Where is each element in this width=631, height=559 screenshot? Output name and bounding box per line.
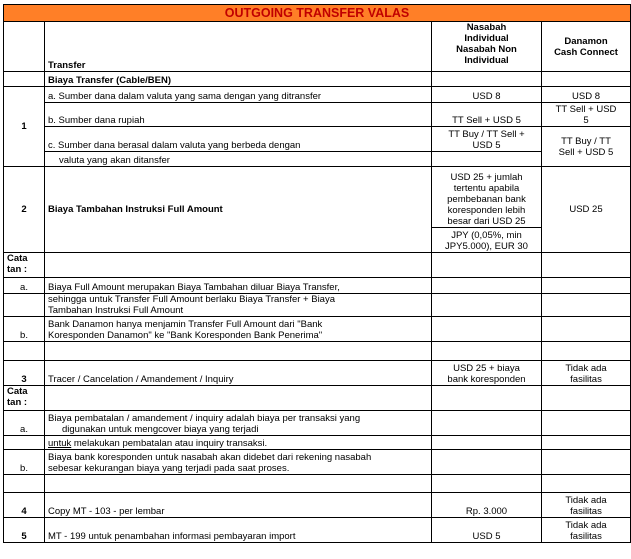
table-row [4,386,631,411]
empty-cell [542,342,631,361]
table-row [4,152,631,167]
empty-cell [45,342,432,361]
header-nasabah [432,22,542,72]
danamon-value: USD 25 [542,167,631,253]
header-nasabah-line: Individual [464,33,509,44]
empty-cell [542,294,631,317]
row-text: b. Sumber dana rupiah [45,103,432,127]
empty-cell [432,152,542,167]
danamon-value [542,127,631,167]
table-row [4,103,631,127]
empty-cell [542,436,631,450]
header-danamon [542,22,631,72]
note-text-line: Biaya bank koresponden untuk nasabah akan didebet dari rekening nasabah [48,452,372,463]
row-text: a. Sumber dana dalam valuta yang sama dengan yang ditransfer [45,87,432,103]
empty-cell [45,475,432,493]
header-danamon-line: Cash Connect [554,46,618,58]
catatan-label-line: tan : [7,264,28,275]
empty-cell [432,317,542,342]
empty-cell [4,294,45,317]
header-nasabah-line: Individual [464,55,509,66]
danamon-value-line: Tidak ada [565,363,607,374]
table-row [4,167,631,228]
empty-cell [45,386,432,411]
empty-cell [432,411,542,436]
note-text-rest: melakukan pembatalan atau inquiry transaksi. [71,438,268,449]
empty-cell [432,294,542,317]
danamon-value [542,518,631,543]
note-text-line: Biaya pembatalan / amandement / inquiry adalah biaya per transaksi yang [48,413,361,424]
danamon-value [542,493,631,518]
empty-cell [432,72,542,87]
nasabah-value: Rp. 3.000 [432,493,542,518]
row-text: MT - 199 untuk penambahan informasi pembayaran import [45,518,432,543]
note-text-line: sebesar kekurangan biaya yang terjadi pada saat proses. [48,463,290,474]
row-text: c. Sumber dana berasal dalam valuta yang berbeda dengan [45,127,432,152]
row-text: valuta yang akan ditansfer [45,152,432,167]
table-row [4,436,631,450]
danamon-value-line: Tidak ada [565,495,607,506]
row-number: 2 [4,167,45,253]
note-text [45,450,432,475]
blank-row [4,342,631,361]
empty-cell [542,72,631,87]
table-row [4,127,631,152]
danamon-value-line: fasilitas [570,506,602,517]
note-text-line: Tambahan Instruksi Full Amount [48,305,184,316]
catatan-label-line: tan : [7,397,28,408]
nasabah-value: TT Sell + USD 5 [432,103,542,127]
blank-row [4,475,631,493]
table-row [4,493,631,518]
empty-cell [4,436,45,450]
fee-table [3,4,631,543]
nasabah-value [432,167,542,228]
nasabah-value-line: JPY5.000), EUR 30 [445,241,528,252]
note-text-line: sehingga untuk Transfer Full Amount berlaku Biaya Transfer + Biaya [48,294,336,305]
empty-cell [432,436,542,450]
empty-cell [432,278,542,294]
empty-cell [4,475,45,493]
nasabah-value [432,361,542,386]
nasabah-value-line: tertentu apabila [453,183,520,194]
note-letter: b. [4,317,45,342]
header-nasabah-line: Nasabah Non [456,44,517,55]
empty-cell [542,450,631,475]
empty-cell [4,342,45,361]
row-number: 1 [4,87,45,167]
note-text-line: Koresponden Danamon" ke "Bank Koresponden Bank Penerima" [48,330,323,341]
note-text: Biaya Full Amount merupakan Biaya Tambahan diluar Biaya Transfer, [45,278,432,294]
nasabah-value-line: JPY (0,05%, min [451,230,522,241]
table-row [4,278,631,294]
row-number: 5 [4,518,45,543]
header-nasabah-line: Nasabah [466,22,507,33]
note-text [45,436,432,450]
nasabah-value-line: pembebanan bank [447,194,526,205]
danamon-value [542,103,631,127]
nasabah-value: USD 5 [432,518,542,543]
nasabah-value-line: USD 5 [472,140,501,151]
danamon-value-line: TT Buy / TT [561,135,611,147]
nasabah-value-line: TT Buy / TT Sell + [448,129,525,140]
empty-cell [45,253,432,278]
empty-cell [542,317,631,342]
empty-cell [542,475,631,493]
nasabah-value-line: besar dari USD 25 [447,216,526,227]
catatan-label-line: Cata [7,386,28,397]
empty-cell [432,475,542,493]
note-text [45,294,432,317]
empty-cell [542,253,631,278]
danamon-value [542,361,631,386]
note-letter: a. [4,411,45,436]
table-row [4,317,631,342]
table-row [4,518,631,543]
table-row [4,411,631,436]
danamon-value: USD 8 [542,87,631,103]
danamon-value-line: fasilitas [570,374,602,385]
danamon-value-line: Tidak ada [565,520,607,531]
header-danamon-line: Danamon [564,35,608,47]
nasabah-value-line: USD 25 + biaya [453,363,520,374]
note-letter: a. [4,278,45,294]
header-row [4,22,631,72]
row-text: Biaya Tambahan Instruksi Full Amount [45,167,432,253]
catatan-label-line: Cata [7,253,28,264]
empty-cell [432,342,542,361]
danamon-value-line: TT Sell + USD [555,104,617,115]
table-row [4,253,631,278]
header-transfer: Transfer [45,22,432,72]
note-text [45,317,432,342]
empty-cell [432,386,542,411]
nasabah-value-line: koresponden lebih [447,205,526,216]
empty-cell [4,72,45,87]
nasabah-value-line: bank koresponden [447,374,526,385]
table-row [4,87,631,103]
empty-cell [432,253,542,278]
section-row [4,72,631,87]
empty-cell [432,450,542,475]
note-letter: b. [4,450,45,475]
nasabah-value [432,228,542,253]
note-text-line: digunakan untuk mengcover biaya yang terjadi [62,424,259,435]
danamon-value-line: Sell + USD 5 [558,146,614,158]
table-title: OUTGOING TRANSFER VALAS [4,5,631,22]
danamon-value-line: fasilitas [570,531,602,542]
row-number: 3 [4,361,45,386]
row-number: 4 [4,493,45,518]
note-text [45,411,432,436]
note-text-line: Bank Danamon hanya menjamin Transfer Full Amount dari "Bank [48,319,323,330]
header-no-cell [4,22,45,72]
empty-cell [542,386,631,411]
empty-cell [542,278,631,294]
nasabah-value [432,127,542,152]
nasabah-value: USD 8 [432,87,542,103]
table-row [4,450,631,475]
table-row [4,294,631,317]
section-biaya-transfer: Biaya Transfer (Cable/BEN) [45,72,432,87]
empty-cell [542,411,631,436]
nasabah-value-line: USD 25 + jumlah [450,172,523,183]
catatan-label [4,253,45,278]
danamon-value-line: 5 [583,115,589,126]
catatan-label [4,386,45,411]
row-text: Tracer / Cancelation / Amandement / Inquiry [45,361,432,386]
row-text: Copy MT - 103 - per lembar [45,493,432,518]
underlined-word: untuk [48,438,72,449]
table-row [4,361,631,386]
title-row [4,5,631,22]
